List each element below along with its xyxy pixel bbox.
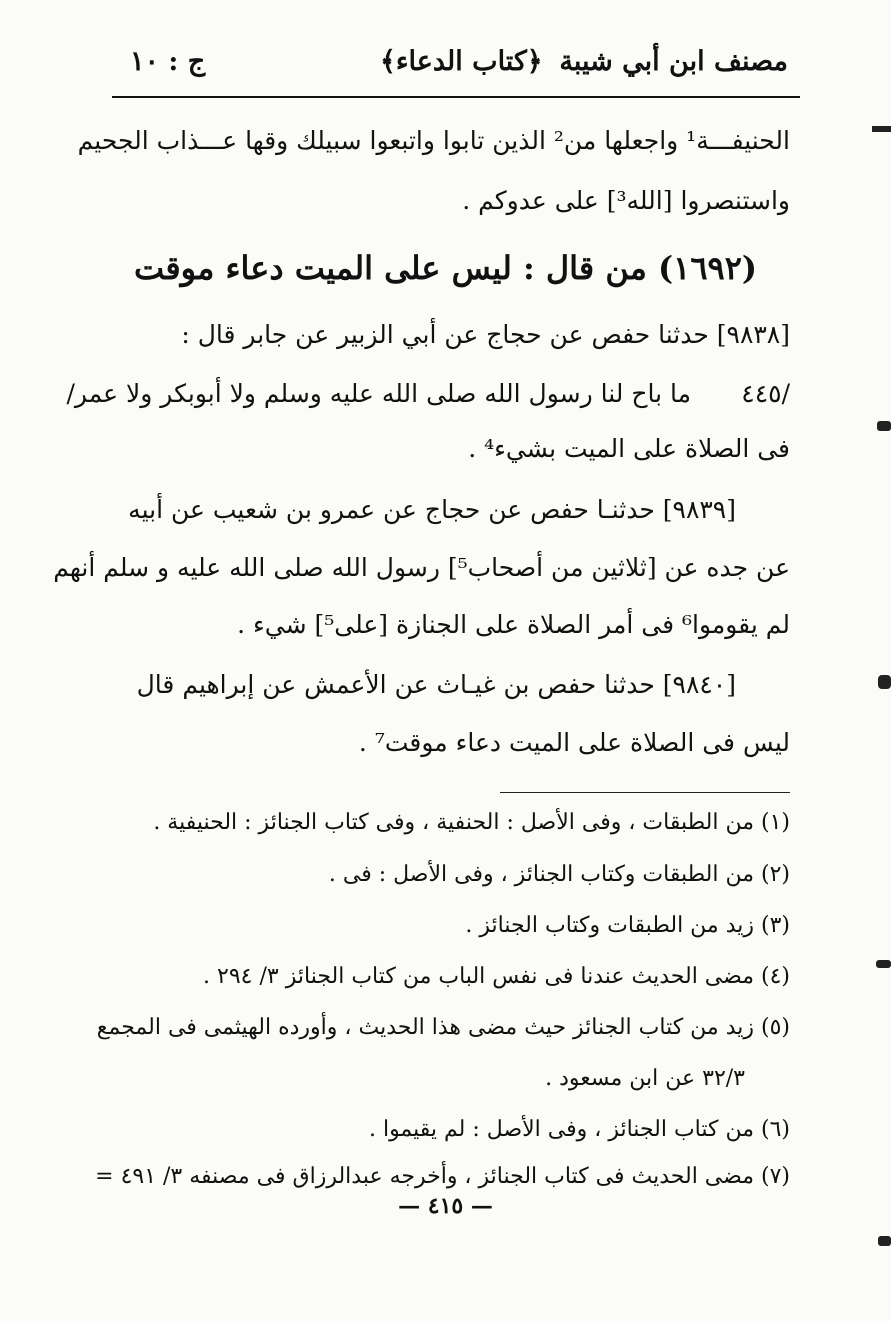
scan-mark — [878, 675, 891, 689]
body-line: واستنصروا [الله³] على عدوكم . — [462, 186, 790, 215]
footnote: (٧) مضى الحديث فى كتاب الجنائز ، وأخرجه عبدالرزاق فى مصنفه ٣/ ٤٩١ = — [95, 1164, 790, 1189]
footnote: (٢) من الطبقات وكتاب الجنائز ، وفى الأصل : فى . — [328, 862, 790, 887]
footnote: (١) من الطبقات ، وفى الأصل : الحنفية ، وفى كتاب الجنائز : الحنيفية . — [153, 810, 790, 835]
header-book-title: مصنف ابن أبي شيبة — [559, 46, 788, 77]
header-rule — [112, 96, 800, 98]
footnote: (٥) زيد من كتاب الجنائز حيث مضى هذا الحديث ، وأورده الهيثمى فى المجمع — [96, 1015, 790, 1040]
hadith-line: [٩٨٤٠] حدثنا حفص بن غيـاث عن الأعمش عن إبراهيم قال — [136, 670, 736, 699]
footnote-continuation: ٣٢/٣ عن ابن مسعود . — [545, 1066, 745, 1091]
header-chapter-title: ﴿كتاب الدعاء﴾ — [380, 46, 543, 77]
footnote: (٦) من كتاب الجنائز ، وفى الأصل : لم يقيموا . — [368, 1117, 790, 1142]
page-marker: ٤٤٥/ — [741, 379, 790, 408]
hadith-line: عن جده عن [ثلاثين من أصحاب⁵] رسول الله صلى الله عليه و سلم أنهم — [53, 553, 790, 582]
hadith-line: [٩٨٣٨] حدثنا حفص عن حجاج عن أبي الزبير عن جابر قال : — [181, 320, 790, 349]
body-line: الحنيفـــة¹ واجعلها من² الذين تابوا واتبعوا سبيلك وقها عـــذاب الجحيم — [77, 126, 790, 155]
hadith-line: فى الصلاة على الميت بشيء⁴ . — [468, 434, 790, 463]
scan-mark — [878, 1236, 891, 1246]
section-heading: (١٦٩٢) من قال : ليس على الميت دعاء موقت — [133, 249, 758, 287]
hadith-line: [٩٨٣٩] حدثنـا حفص عن حجاج عن عمرو بن شعيب عن أبيه — [128, 495, 736, 524]
footnote-rule — [500, 792, 790, 793]
footnote: (٤) مضى الحديث عندنا فى نفس الباب من كتاب الجنائز ٣/ ٢٩٤ . — [203, 964, 790, 989]
hadith-line: ليس فى الصلاة على الميت دعاء موقت⁷ . — [358, 728, 790, 757]
scan-mark — [876, 960, 891, 968]
scan-mark — [877, 421, 891, 431]
page-number: — ٤١٥ — — [398, 1193, 493, 1219]
hadith-line: ما باح لنا رسول الله صلى الله عليه وسلم ولا أبوبكر ولا عمر/ — [66, 379, 691, 408]
hadith-line: لم يقوموا⁶ فى أمر الصلاة على الجنازة [على⁵] شيء . — [237, 610, 790, 639]
header-volume: ج : ١٠ — [130, 46, 206, 77]
scan-mark — [872, 126, 891, 132]
footnote: (٣) زيد من الطبقات وكتاب الجنائز . — [465, 913, 790, 938]
